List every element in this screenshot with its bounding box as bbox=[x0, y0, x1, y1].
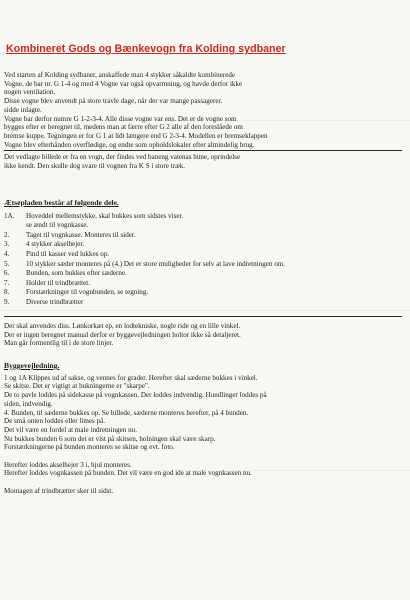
parts-item-text: Forstærkninger til vognbunden, se tegning. bbox=[26, 288, 149, 297]
intro-line: bremse kuppe. Tegningen er for G 1 at lidt længere end G 2-3-4. Modellen er bremseklappen bbox=[4, 131, 268, 140]
guide-line: De to pavle loddes på sidekasse på vognkassen. Der loddes indvendig. Hundlinger loddes på bbox=[4, 391, 267, 400]
guide-line: De små onten loddes eller limes på. bbox=[4, 417, 106, 426]
parts-list-item bbox=[4, 279, 402, 289]
parts-item-number: 6. bbox=[4, 269, 10, 278]
photo-note-line: Det vedlagte billede er fra en vogn, der findes ved baneng vatenas hune, oprindelse bbox=[4, 153, 241, 161]
parts-list-item bbox=[4, 231, 402, 241]
guide-line: 1 og 1A Klippes ud af sakse, og vennes for grader. Herefter skal sæderne bukkes i vinkel. bbox=[4, 373, 258, 382]
guide-line: Moutagen af trindbrætter sker til sidst. bbox=[4, 486, 114, 495]
parts-item-text: Pind til kasser ved lukkes op. bbox=[26, 250, 110, 259]
parts-item-number: 7. bbox=[4, 278, 10, 287]
parts-item-text: se ændt til vognkasse. bbox=[26, 221, 89, 230]
parts-heading: Ætsepladen består af følgende dele. bbox=[4, 199, 119, 207]
guide-line: Herefter loddes vognkassen på bunden. Det vil være en god ide at male vognkassen nu. bbox=[4, 469, 252, 478]
photo-note-paragraph bbox=[4, 153, 402, 170]
parts-item-number bbox=[4, 221, 26, 231]
intro-line: bygges efter er beregnet til, medens man at færre efter G 2 alle af den foreslåede om bbox=[4, 123, 243, 132]
parts-item-text: 10 stykker sæder monteres på (4.) Det er store muligheder for selv at lave indretningen om. bbox=[26, 259, 286, 268]
guide-line: Det vil være en fordel at male indretningen nu. bbox=[4, 425, 137, 434]
parts-list-item bbox=[4, 221, 402, 231]
tools-paragraph bbox=[4, 322, 402, 348]
parts-item-number: 1A. bbox=[4, 211, 15, 220]
parts-section bbox=[4, 199, 402, 308]
parts-item-number: 4. bbox=[4, 250, 10, 259]
parts-list-item bbox=[4, 250, 402, 260]
tools-line: Man går formentlig til i de store linjer. bbox=[4, 339, 114, 348]
guide-line bbox=[4, 452, 402, 461]
parts-list-item bbox=[4, 269, 402, 279]
parts-item-text: Hoveddel mellemstykke, skal bukkes som sidstes viser. bbox=[26, 211, 184, 220]
parts-item-number: 9. bbox=[4, 298, 10, 307]
parts-list-item bbox=[4, 298, 402, 308]
parts-item-text: Taget til vognkasse. Monteres til sider. bbox=[26, 230, 136, 239]
guide-line: Nu bukkes bunden 6 som det er vist på skitsen, holningen skal være skarp. bbox=[4, 434, 216, 443]
guide-line: Se skitse. Det er vigtigt at bukningerne er "skarpe". bbox=[4, 382, 150, 391]
photo-note-line: ikke kendt. Den skulle dog svare til vognen fra K S i store træk. bbox=[4, 161, 186, 170]
document-title: Kombineret Gods og Bænkevogn fra Kolding sydbaner bbox=[6, 43, 286, 55]
tools-line: Der skal anvendes diss. Lønkorkæt ep, en lodtekniske, nogle ride og en lille vinkel. bbox=[4, 322, 241, 330]
intro-paragraph bbox=[4, 71, 402, 149]
intro-line: Vogne blev efterhånden overflødige, og endte som opholdslokaler efter almindelig brug. bbox=[4, 140, 255, 149]
guide-line: siden, indvendig. bbox=[4, 399, 53, 408]
parts-item-number: 5. bbox=[4, 259, 10, 268]
parts-item-text: Diverse trindbrætter bbox=[26, 298, 84, 307]
intro-line: nogen ventilation. bbox=[4, 88, 56, 97]
tools-line: Der er ingen beregnet manual derfor er byggevejledningen holtor ikke så detaljeret. bbox=[4, 330, 241, 339]
parts-list-item bbox=[4, 288, 402, 298]
parts-list bbox=[4, 212, 402, 308]
intro-line: Ved starten af Kolding sydbaner, anskaffede man 4 stykker såkaldte kombinerede bbox=[4, 71, 236, 79]
intro-line: Vogne bar derfor numre G 1-2-3-4. Alle disse vogne var ens. Det er de vogne som bbox=[4, 114, 237, 123]
guide-line: Herefter loddes akselhejer 3 i, hjul monteres. bbox=[4, 460, 132, 469]
guide-body bbox=[4, 374, 402, 496]
parts-item-text: Bunden, som bukkes efter sæderne. bbox=[26, 269, 127, 278]
intro-line: sidde inlagte. bbox=[4, 105, 42, 114]
guide-line bbox=[4, 478, 402, 487]
parts-list-item bbox=[4, 260, 402, 270]
guide-section bbox=[4, 362, 402, 496]
guide-heading: Byggevejledning. bbox=[4, 362, 60, 370]
parts-item-number: 2. bbox=[4, 230, 10, 239]
parts-list-item bbox=[4, 212, 402, 222]
parts-item-number: 3. bbox=[4, 240, 10, 249]
guide-line: Forstærkningerne på bunden monteres se skitse og evt. foto. bbox=[4, 443, 175, 452]
divider-line bbox=[4, 150, 402, 151]
guide-line: 4. Bunden, til sæderne bukkes op. Se billede, sæderne monteres herefter, på 4 bunden. bbox=[4, 408, 249, 417]
parts-item-number: 8. bbox=[4, 288, 10, 297]
intro-line: Vogne, de bar nr. G 1-4 og med 4 Vogne var også opvarmning, og havde derfor ikke bbox=[4, 79, 243, 88]
intro-line: Disse vogne blev anvendt på store travle dage, når der var mange passagerer. bbox=[4, 97, 223, 106]
parts-list-item bbox=[4, 240, 402, 250]
parts-item-text: 4 stykker akselhejer. bbox=[26, 240, 85, 249]
parts-item-text: Holder til trindbrættet. bbox=[26, 278, 91, 287]
divider-line bbox=[4, 316, 402, 317]
